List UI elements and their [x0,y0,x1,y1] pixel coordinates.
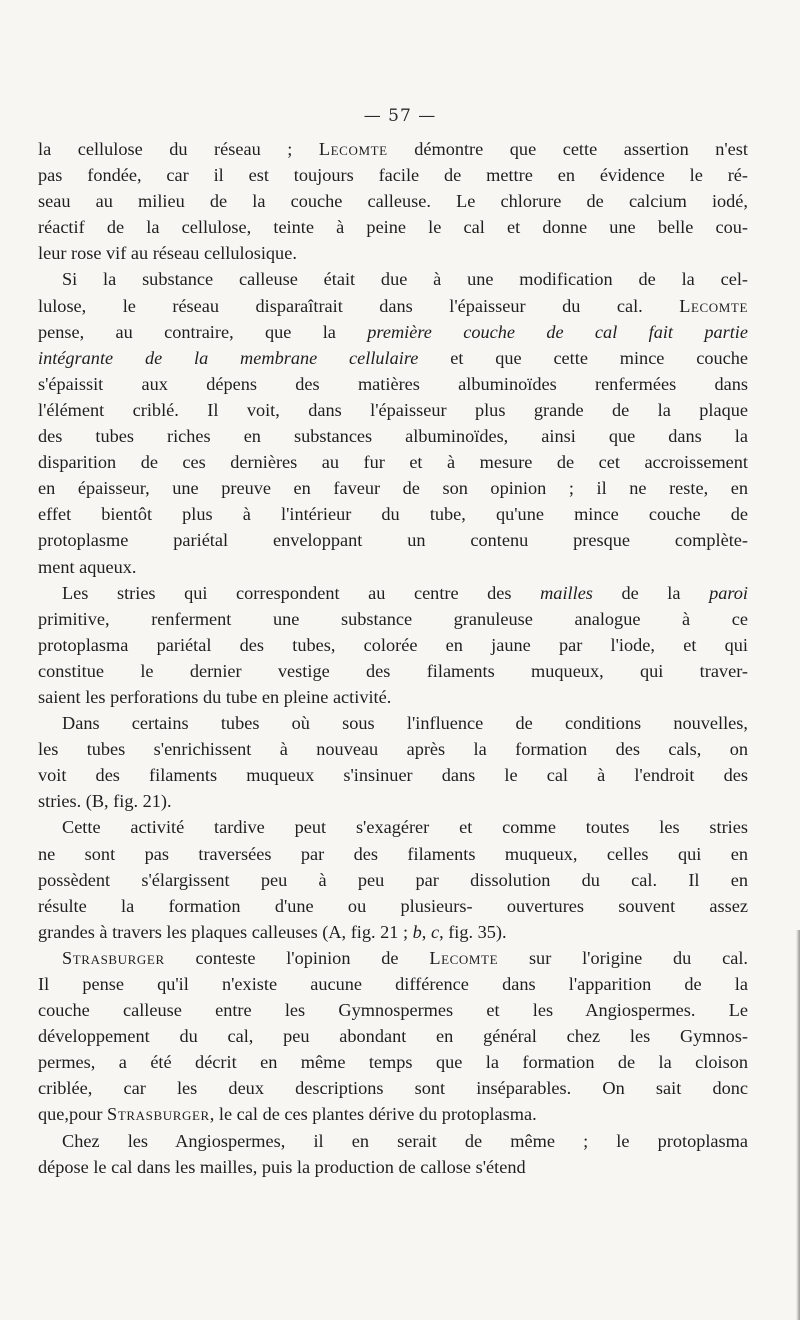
text-line [38,188,748,214]
paragraph [38,580,748,710]
text-run: , le cal de ces plantes dérive du protoplasma. [209,1104,537,1125]
text-line [38,293,748,319]
italic-text: première couche de cal fait partie [367,321,748,342]
text-line [38,501,748,527]
text-run: seau au milieu de la couche calleuse. Le chlorure de calcium iodé, [38,191,748,212]
text-line [38,997,748,1023]
text-run: conteste l'opinion de [164,947,430,968]
page-edge-shadow [796,930,800,1320]
text-run: ment aqueux. [38,556,137,577]
text-line [38,266,748,292]
body-text [38,136,748,1180]
text-run: développement du cal, peu abondant en général chez les Gymnos- [38,1026,748,1047]
text-line [38,449,748,475]
text-run: stries. (B, fig. 21). [38,791,172,812]
text-line [38,893,748,919]
text-line [38,710,748,736]
italic-text: intégrante de la membrane cellulaire [38,347,419,368]
text-line [38,423,748,449]
text-run: que,pour [38,1104,108,1125]
text-line [38,788,748,814]
text-line [38,475,748,501]
text-line [38,214,748,240]
text-line [38,814,748,840]
text-line [38,371,748,397]
paragraph [38,710,748,814]
text-line [38,136,748,162]
text-run: Dans certains tubes où sous l'influence de conditions nouvelles, [62,713,748,734]
text-run: pense, au contraire, que la [38,321,368,342]
text-run: la cellulose du réseau ; [38,139,319,159]
text-line [38,1154,748,1180]
text-run: disparition de ces dernières au fur et à mesure de cet accroissement [38,452,748,473]
italic-text: b [412,921,422,942]
author-name: Strasburger [62,947,165,968]
paragraph [38,945,748,1128]
text-run: s'épaissit aux dépens des matières albuminoïdes renfermées dans [38,373,748,394]
text-run: possèdent s'élargissent peu à peu par dissolution du cal. Il en [38,869,748,890]
text-run: protoplasme pariétal enveloppant un contenu presque complète- [38,530,748,551]
text-line [38,527,748,553]
text-run: Cette activité tardive peut s'exagérer et comme toutes les stries [62,817,748,838]
text-run: criblée, car les deux descriptions sont inséparables. On sait donc [38,1078,748,1099]
text-line [38,606,748,632]
text-line [38,658,748,684]
text-run: sur l'origine du cal. [498,947,748,968]
text-run: les tubes s'enrichissent à nouveau après la formation des cals, on [38,739,748,760]
text-run: , fig. 35). [439,921,507,942]
text-run: constitue le dernier vestige des filaments muqueux, qui traver- [38,660,748,681]
paragraph [38,1128,748,1180]
text-run: lulose, le réseau disparaîtrait dans l'épaisseur du cal. [38,295,680,316]
text-line [38,867,748,893]
text-line [38,345,748,371]
text-run: protoplasma pariétal des tubes, colorée en jaune par l'iode, et qui [38,634,748,655]
text-run: permes, a été décrit en même temps que la formation de la cloison [38,1052,748,1073]
text-line [38,1049,748,1075]
paragraph [38,814,748,944]
text-run: Les stries qui correspondent au centre des [62,582,541,603]
text-line [38,919,748,945]
text-line [38,945,748,971]
italic-text: paroi [709,582,748,603]
text-line [38,736,748,762]
text-run: en épaisseur, une preuve en faveur de son opinion ; il ne reste, en [38,478,748,499]
author-name: Strasburger [107,1104,210,1125]
text-line [38,1101,748,1127]
text-line [38,762,748,788]
text-line [38,554,748,580]
text-run: démontre que cette assertion n'est [387,139,748,159]
author-name: Lecomte [429,947,499,968]
text-line [38,240,748,266]
text-run: leur rose vif au réseau cellulosique. [38,243,297,264]
text-run: couche calleuse entre les Gymnospermes et les Angiospermes. Le [38,1000,748,1021]
text-run: l'élément criblé. Il voit, dans l'épaisseur plus grande de la plaque [38,399,748,420]
page-number: — 57 — [363,106,437,126]
text-line [38,632,748,658]
text-run: de la [592,582,710,603]
text-run: des tubes riches en substances albuminoïdes, ainsi que dans la [38,426,748,447]
text-run: saient les perforations du tube en pleine activité. [38,686,392,707]
italic-text: mailles [540,582,593,603]
text-run: résulte la formation d'une ou plusieurs- ouvertures souvent assez [38,895,748,916]
text-line [38,580,748,606]
author-name: Lecomte [679,295,748,316]
text-run: grandes à travers les plaques calleuses (A, fig. 21 ; [38,921,413,942]
text-line [38,1023,748,1049]
author-name: Lecomte [318,139,388,159]
text-run: ne sont pas traversées par des filaments muqueux, celles qui en [38,843,748,864]
text-run: dépose le cal dans les mailles, puis la production de callose s'étend [38,1156,526,1177]
text-line [38,319,748,345]
text-line [38,971,748,997]
text-run: effet bientôt plus à l'intérieur du tube, qu'une mince couche de [38,504,748,525]
text-run: et que cette mince couche [418,347,748,368]
paragraph [38,266,748,579]
text-line [38,162,748,188]
text-run: Chez les Angiospermes, il en serait de même ; le protoplasma [62,1130,748,1151]
text-run: pas fondée, car il est toujours facile de mettre en évidence le ré- [38,165,748,186]
text-run: , [421,921,431,942]
text-line [38,684,748,710]
text-run: Il pense qu'il n'existe aucune différence dans l'apparition de la [38,974,748,994]
text-run: voit des filaments muqueux s'insinuer dans le cal à l'endroit des [38,765,748,786]
text-run: primitive, renferment une substance granuleuse analogue à ce [38,608,748,629]
italic-text: c [430,921,440,942]
text-line [38,841,748,867]
text-line [38,1128,748,1154]
text-line [38,397,748,423]
text-run: Si la substance calleuse était due à une modification de la cel- [62,269,748,290]
paragraph [38,136,748,266]
text-line [38,1075,748,1101]
text-run: réactif de la cellulose, teinte à peine le cal et donne une belle cou- [38,217,748,238]
